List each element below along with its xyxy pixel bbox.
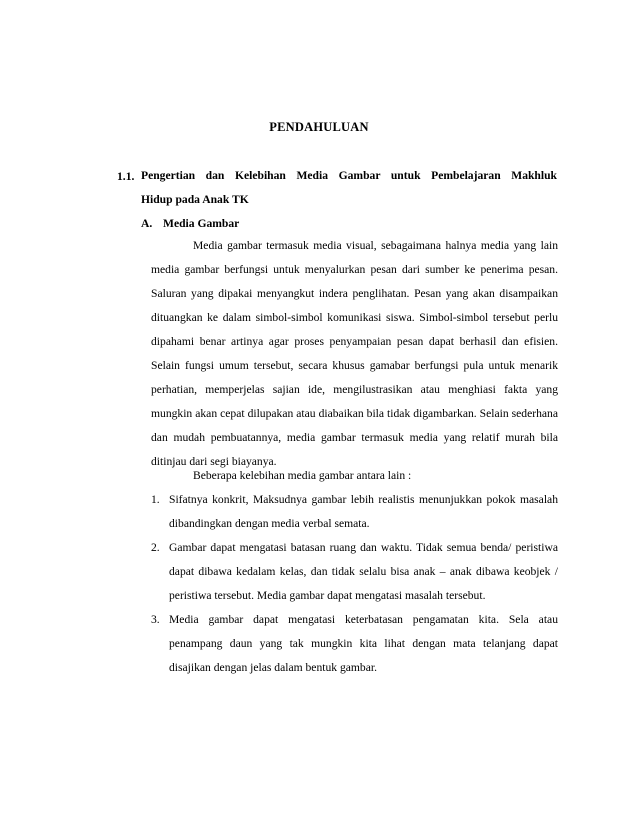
list-item-text: Sifatnya konkrit, Maksudnya gambar lebih realistis menunjukkan pokok masalah dibandingkan dengan media verbal semata. xyxy=(169,493,558,530)
paragraph-kelebihan-intro: Beberapa kelebihan media gambar antara lain : xyxy=(193,469,412,482)
subsection-title: Media Gambar xyxy=(163,217,240,230)
list-item-number: 2. xyxy=(151,541,160,554)
list-item xyxy=(151,536,558,608)
section-title-line2: Hidup pada Anak TK xyxy=(141,193,249,206)
section-number: 1.1. xyxy=(117,170,135,183)
list-item xyxy=(151,488,558,536)
list-item xyxy=(151,608,558,680)
page-title: PENDAHULUAN xyxy=(269,120,369,134)
section-title-line1: Pengertian dan Kelebihan Media Gambar untuk Pembelajaran Makhluk xyxy=(141,169,557,182)
list-item-number: 1. xyxy=(151,493,160,506)
subsection-letter: A. xyxy=(141,217,153,230)
kelebihan-list xyxy=(151,488,558,680)
paragraph-media-gambar: Media gambar termasuk media visual, sebagaimana halnya media yang lain media gambar berfungsi untuk menyalurkan pesan dari sumber ke penerima pesan. Saluran yang dipakai menyangkut indera penglihatan. Pesan yang akan disampaikan dituangkan ke dalam simbol-simbol komunikasi siswa. Simbol-simbol tersebut perlu dipahami benar artinya agar proses penyampaian pesan dapat berhasil dan efisien. Selain fungsi umum tersebut, secara khusus gamabar berfungsi pula untuk menarik perhatian, memperjelas sajian ide, mengilustrasikan atau menghiasi fakta yang mungkin akan cepat dilupakan atau diabaikan bila tidak digambarkan. Selain sederhana dan mudah pembuatannya, media gambar termasuk media yang relatif murah bila ditinjau dari segi biayanya. xyxy=(151,239,558,468)
list-item-text: Gambar dapat mengatasi batasan ruang dan waktu. Tidak semua benda/ peristiwa dapat dibawa kedalam kelas, dan tidak selalu bisa anak – anak dibawa keobjek / peristiwa tersebut. Media gambar dapat mengatasi masalah tersebut. xyxy=(169,541,558,602)
list-item-number: 3. xyxy=(151,613,160,626)
list-item-text: Media gambar dapat mengatasi keterbatasan pengamatan kita. Sela atau penampang daun yang tak mungkin kita lihat dengan mata telanjang dapat disajikan dengan jelas dalam bentuk gambar. xyxy=(169,613,558,674)
